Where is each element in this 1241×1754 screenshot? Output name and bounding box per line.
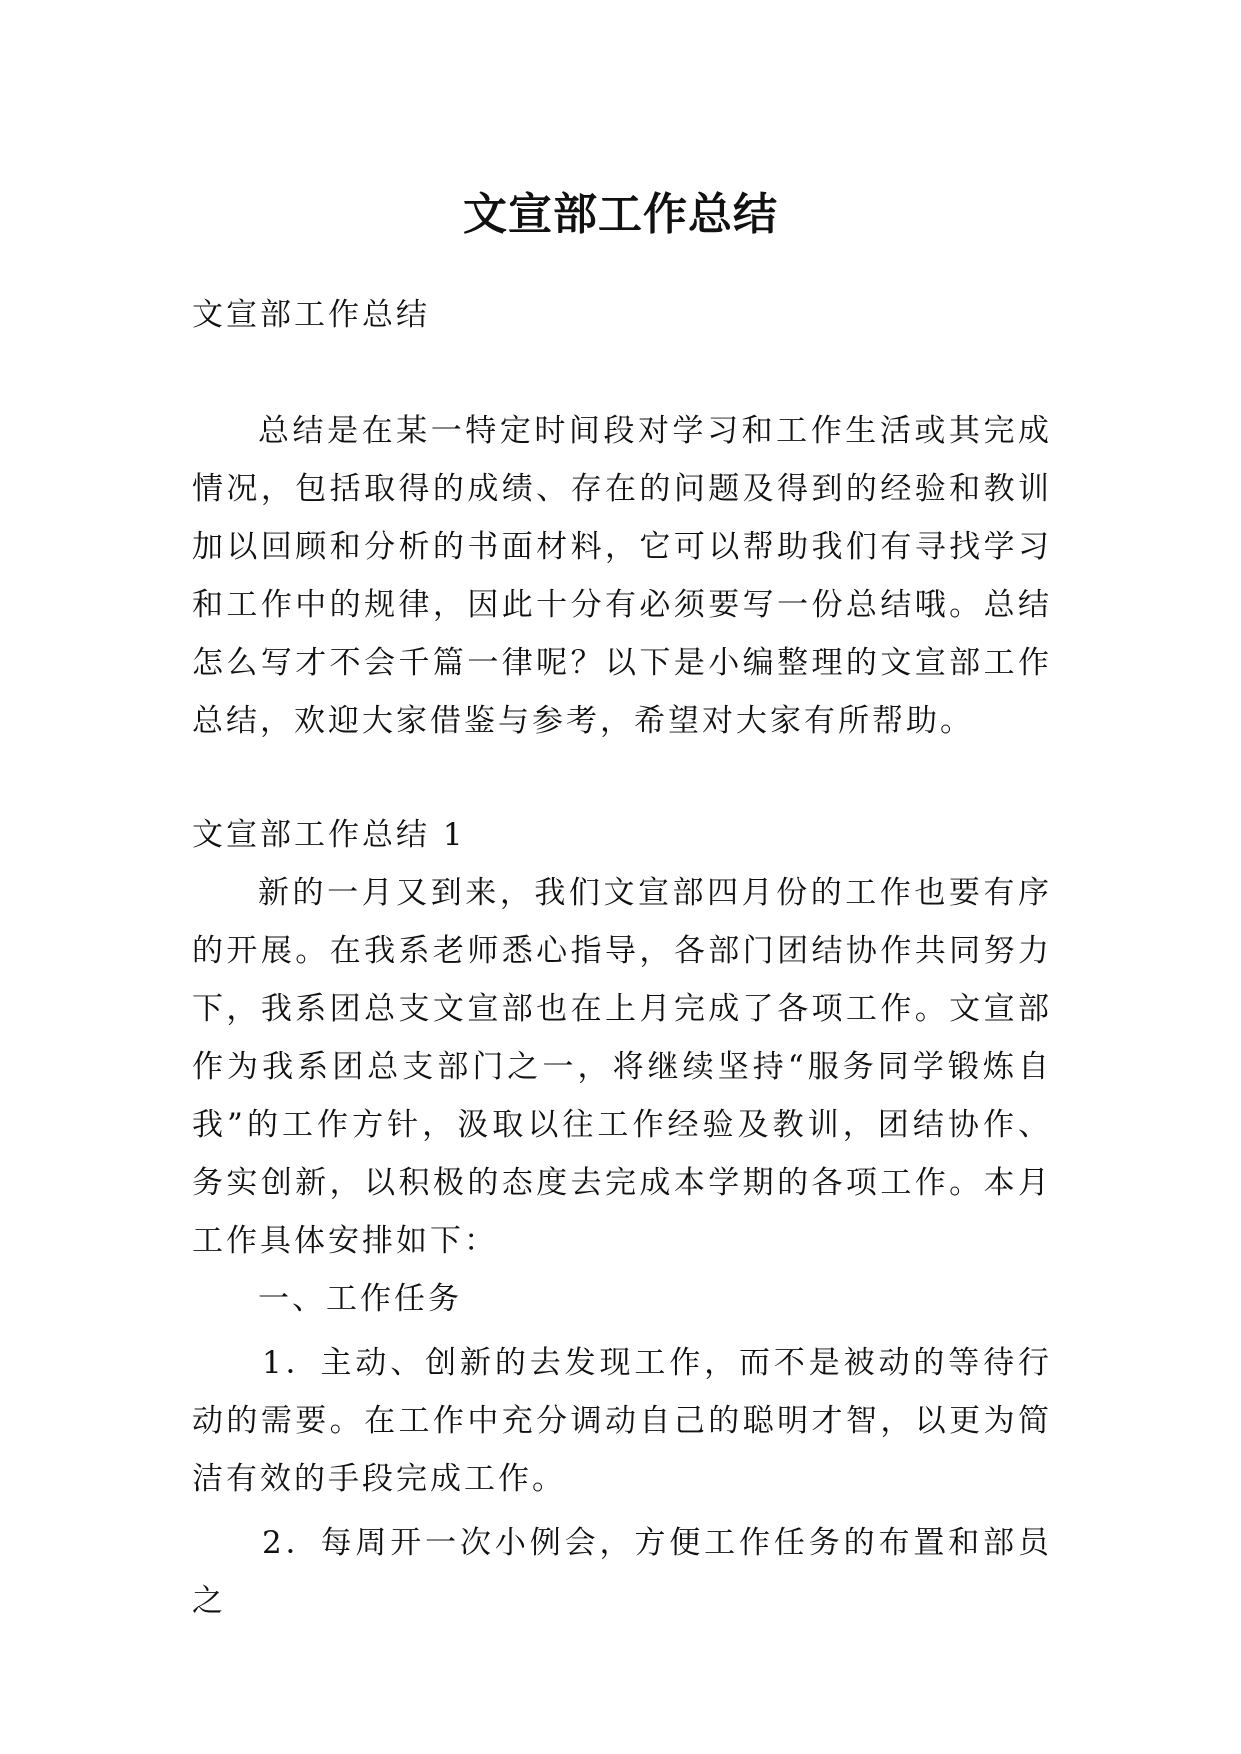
section-paragraph: 新的一月又到来，我们文宣部四月份的工作也要有序的开展。在我系老师悉心指导，各部门团结协作共同努力下，我系团总支文宣部也在上月完成了各项工作。文宣部作为我系团总支部门之一，将继续坚持“服务同学锻炼自我”的工作方针，汲取以往工作经验及教训，团结协作、务实创新，以积极的态度去完成本学期的各项工作。本月工作具体安排如下：	[192, 875, 1052, 1259]
list-item-2: 2．每周开一次小例会，方便工作任务的布置和部员之	[192, 1525, 1052, 1619]
section-heading: 文宣部工作总结 1	[192, 817, 466, 853]
intro-paragraph: 总结是在某一特定时间段对学习和工作生活或其完成情况，包括取得的成绩、存在的问题及得到的经验和教训加以回顾和分析的书面材料，它可以帮助我们有寻找学习和工作中的规律，因此十分有必须要写一份总结哦。总结怎么写才不会千篇一律呢？以下是小编整理的文宣部工作总结，欢迎大家借鉴与参考，希望对大家有所帮助。	[192, 413, 1052, 739]
document-subtitle: 文宣部工作总结	[192, 297, 430, 333]
document-title: 文宣部工作总结	[463, 189, 778, 241]
sub-heading: 一、工作任务	[258, 1281, 462, 1317]
document-body	[192, 286, 1052, 1630]
list-item-1: 1．主动、创新的去发现工作，而不是被动的等待行动的需要。在工作中充分调动自己的聪明才智，以更为简洁有效的手段完成工作。	[192, 1345, 1052, 1497]
